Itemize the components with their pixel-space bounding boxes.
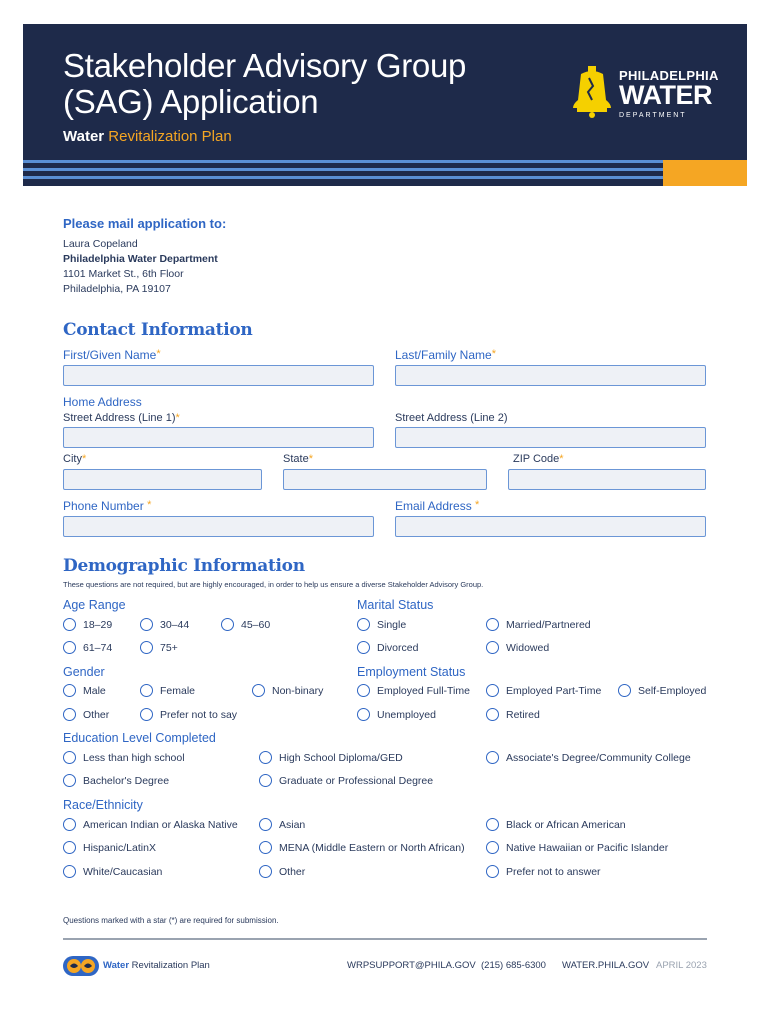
mail-org: Philadelphia Water Department: [63, 253, 218, 265]
radio-icon[interactable]: [140, 618, 153, 631]
marital-option[interactable]: Single: [357, 618, 406, 631]
mail-name: Laura Copeland: [63, 238, 138, 250]
marital-status-label: Marital Status: [357, 598, 434, 612]
radio-icon[interactable]: [221, 618, 234, 631]
street1-label: Street Address (Line 1)*: [63, 412, 180, 424]
pwd-logo: [571, 64, 719, 144]
race-option[interactable]: Hispanic/LatinX: [63, 841, 156, 854]
race-option[interactable]: Prefer not to answer: [486, 865, 601, 878]
radio-icon[interactable]: [259, 774, 272, 787]
gender-label: Gender: [63, 665, 105, 679]
radio-icon[interactable]: [486, 684, 499, 697]
mail-address: [63, 237, 218, 297]
radio-icon[interactable]: [486, 818, 499, 831]
required-note: Questions marked with a star (*) are required for submission.: [63, 916, 279, 925]
gender-option[interactable]: Other: [63, 708, 109, 721]
logo-line1: PHILADELPHIA: [619, 68, 719, 83]
header-stripes: [23, 160, 747, 184]
footer-divider: [63, 938, 707, 940]
radio-icon[interactable]: [63, 865, 76, 878]
liberty-bell-icon: [571, 66, 613, 118]
city-field[interactable]: [63, 469, 262, 490]
radio-icon[interactable]: [486, 865, 499, 878]
first-name-label: First/Given Name*: [63, 348, 161, 362]
employment-option[interactable]: Self-Employed: [618, 684, 706, 697]
mail-street: 1101 Market St., 6th Floor: [63, 268, 184, 280]
demographic-title: Demographic Information: [63, 556, 305, 576]
radio-icon[interactable]: [63, 774, 76, 787]
gender-option[interactable]: Non-binary: [252, 684, 323, 697]
radio-icon[interactable]: [357, 708, 370, 721]
street2-label: Street Address (Line 2): [395, 412, 508, 424]
race-ethnicity-label: Race/Ethnicity: [63, 798, 143, 812]
logo-line3: DEPARTMENT: [619, 112, 687, 119]
home-address-label: Home Address: [63, 395, 142, 409]
radio-icon[interactable]: [63, 641, 76, 654]
radio-icon[interactable]: [259, 841, 272, 854]
race-option[interactable]: MENA (Middle Eastern or North African): [259, 841, 465, 854]
radio-icon[interactable]: [486, 708, 499, 721]
gender-option[interactable]: Male: [63, 684, 106, 697]
race-option[interactable]: White/Caucasian: [63, 865, 162, 878]
radio-icon[interactable]: [357, 618, 370, 631]
city-label: City*: [63, 453, 87, 465]
radio-icon[interactable]: [486, 618, 499, 631]
education-option[interactable]: Bachelor's Degree: [63, 774, 169, 787]
zip-field[interactable]: [508, 469, 706, 490]
plan-subtitle: Water Revitalization Plan: [63, 128, 232, 145]
gender-option[interactable]: Female: [140, 684, 195, 697]
race-option[interactable]: American Indian or Alaska Native: [63, 818, 238, 831]
age-option[interactable]: 18–29: [63, 618, 112, 631]
age-option[interactable]: 45–60: [221, 618, 270, 631]
radio-icon[interactable]: [63, 818, 76, 831]
mail-city: Philadelphia, PA 19107: [63, 283, 171, 295]
footer-site[interactable]: WATER.PHILA.GOV: [562, 960, 650, 971]
radio-icon[interactable]: [140, 684, 153, 697]
logo-line2: WATER: [619, 80, 712, 110]
employment-option[interactable]: Retired: [486, 708, 540, 721]
age-option[interactable]: 30–44: [140, 618, 189, 631]
email-field[interactable]: [395, 516, 706, 537]
header-accent: [663, 160, 747, 186]
race-option[interactable]: Black or African American: [486, 818, 626, 831]
state-field[interactable]: [283, 469, 487, 490]
race-option[interactable]: Other: [259, 865, 305, 878]
radio-icon[interactable]: [252, 684, 265, 697]
education-option[interactable]: Associate's Degree/Community College: [486, 751, 691, 764]
street1-field[interactable]: [63, 427, 374, 448]
radio-icon[interactable]: [486, 641, 499, 654]
radio-icon[interactable]: [259, 865, 272, 878]
age-range-label: Age Range: [63, 598, 126, 612]
education-option[interactable]: Graduate or Professional Degree: [259, 774, 433, 787]
radio-icon[interactable]: [357, 684, 370, 697]
email-label: Email Address *: [395, 499, 480, 513]
employment-option[interactable]: Unemployed: [357, 708, 436, 721]
radio-icon[interactable]: [63, 708, 76, 721]
radio-icon[interactable]: [357, 641, 370, 654]
marital-option[interactable]: Divorced: [357, 641, 418, 654]
state-label: State*: [283, 453, 313, 465]
contact-title: Contact Information: [63, 320, 253, 340]
page-title: Stakeholder Advisory Group (SAG) Application: [63, 47, 467, 120]
race-option[interactable]: Native Hawaiian or Pacific Islander: [486, 841, 668, 854]
zip-label: ZIP Code*: [513, 453, 564, 465]
last-name-label: Last/Family Name*: [395, 348, 496, 362]
education-option[interactable]: Less than high school: [63, 751, 185, 764]
marital-option[interactable]: Widowed: [486, 641, 549, 654]
employment-option[interactable]: Employed Part-Time: [486, 684, 601, 697]
wrp-logo-icon: [63, 956, 99, 976]
radio-icon[interactable]: [63, 618, 76, 631]
radio-icon[interactable]: [140, 641, 153, 654]
radio-icon[interactable]: [140, 708, 153, 721]
phone-label: Phone Number *: [63, 499, 152, 513]
header-banner: [23, 24, 747, 186]
employment-option[interactable]: Employed Full-Time: [357, 684, 470, 697]
education-label: Education Level Completed: [63, 731, 216, 745]
race-option[interactable]: Asian: [259, 818, 305, 831]
footer-date: APRIL 2023: [656, 960, 707, 971]
education-option[interactable]: High School Diploma/GED: [259, 751, 403, 764]
radio-icon[interactable]: [259, 751, 272, 764]
demographic-note: These questions are not required, but are highly encouraged, in order to help us ensure a diverse Stakeholder Advisory Group.: [63, 580, 484, 589]
first-name-field[interactable]: [63, 365, 374, 386]
last-name-field[interactable]: [395, 365, 706, 386]
marital-option[interactable]: Married/Partnered: [486, 618, 591, 631]
mail-heading: Please mail application to:: [63, 216, 227, 231]
radio-icon[interactable]: [486, 841, 499, 854]
radio-icon[interactable]: [63, 841, 76, 854]
footer-plan: Water Revitalization Plan: [103, 960, 210, 971]
phone-field[interactable]: [63, 516, 374, 537]
radio-icon[interactable]: [486, 751, 499, 764]
radio-icon[interactable]: [618, 684, 631, 697]
radio-icon[interactable]: [259, 818, 272, 831]
age-option[interactable]: 75+: [140, 641, 178, 654]
gender-option[interactable]: Prefer not to say: [140, 708, 237, 721]
footer-phone[interactable]: (215) 685-6300: [481, 960, 546, 971]
age-option[interactable]: 61–74: [63, 641, 112, 654]
radio-icon[interactable]: [63, 751, 76, 764]
employment-status-label: Employment Status: [357, 665, 466, 679]
street2-field[interactable]: [395, 427, 706, 448]
radio-icon[interactable]: [63, 684, 76, 697]
footer-email[interactable]: WRPSUPPORT@PHILA.GOV: [347, 960, 476, 971]
